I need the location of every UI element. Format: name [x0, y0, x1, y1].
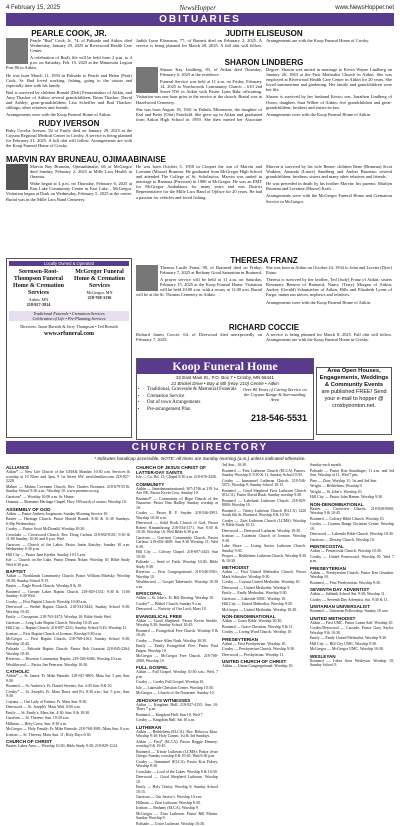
- church-listing: Baxter — Eagle Brook Church; Worship 8 & 10.: [6, 584, 130, 589]
- church-listing: Brainerd — Good Shepherd First Lutheran Church (ELCA). Pastor David Rusk; Sunday worship 9:30.: [222, 489, 306, 498]
- ad-tagline-1: Traditional Funerals • Cremation Services: [9, 311, 129, 316]
- church-denomination-heading: PENTECOSTAL: [310, 544, 394, 549]
- church-listing: Aitkin — St. John's. Fr. Bill Doering. Worship 10.: [136, 596, 218, 601]
- church-listing: Crosby — Pastor Allen Nash. Worship 10:30.: [136, 639, 218, 644]
- obit-marvin-bruneau: [6, 155, 392, 255]
- church-listing: Wealthwood — Gospel Tabernacle. Worship 10:30 a.m.: [136, 580, 218, 589]
- obit-title: PEARLE COOK, JR.: [6, 29, 132, 38]
- open-houses-body: are published FREE! Send your e-mail to hopper @ crosbyironton.net.: [321, 389, 386, 409]
- header-url[interactable]: www.NewsHopper.net: [335, 5, 394, 11]
- church-listing: Garrison — Church of the Lakes. Pastor Justin Knisley; Sunday 10 a.m. Wednesday 6:30 p.m.: [6, 543, 130, 552]
- church-listing: Isle — Lakeside Christian Center. Worship 10:30.: [136, 686, 218, 691]
- ad-right-city: McGregor, MN: [70, 290, 129, 295]
- church-listing: Crosby — Cuyuna Range Christian Center. Worship 10.: [310, 522, 394, 531]
- church-denomination-heading: UNITARIAN UNIVERSALIST: [310, 604, 394, 609]
- church-listing: Pequot — Bethlehem Lutheran Church. Worship 8:30 & 10:30.: [222, 554, 306, 563]
- obit-paragraph: Richard James Coccie, 64, of Deerwood died unexpectedly on February 7, 2025.: [136, 332, 262, 342]
- church-listing: Deerwood — Good Shepherd Lutheran. Worship 10.: [136, 775, 218, 784]
- koop-service-item: • Pre-arrangement Plan: [147, 407, 236, 414]
- ad-right-name: McGregor Funeral Home & Cremation Services: [70, 269, 129, 290]
- church-listing: Emily — Emily Evangelical Free. Pastor Paul Engen. Worship 10.: [136, 644, 218, 653]
- church-listing: Deerwood — Lakeside Bible Church. Worship 10:30.: [310, 532, 394, 537]
- church-listing: Crosby — First Baptist Church; Worship 10:00 a.m.: [6, 600, 130, 605]
- church-denomination-heading: WESLEYAN: [310, 654, 394, 659]
- obit-paragraph: Arrangements were with the McGregor Funeral Home and Cremation Service in McGregor.: [266, 193, 392, 203]
- church-listing: Aitkin — Interdenominational; 307-2746 at 219 1st Ave NE; Pastor Kevin Coss. Sunday 10.: [136, 487, 218, 496]
- church-listing: Crosby — Living Word Church. Worship 10.: [222, 630, 306, 635]
- church-denomination-heading: PRESBYTERIAN: [310, 566, 394, 571]
- open-houses-title: Area Open Houses, Engagements, Weddings & Community Events: [317, 368, 391, 389]
- koop-service-item: • Cremation Service: [147, 394, 236, 401]
- church-listing: McGregor — Zion Lutheran. Pastor Bill Martin. Sunday Worship 9.: [136, 812, 218, 821]
- church-listing: McGregor — First Baptist Church; 218-768-4161; Sunday School 9:30; Worship 10:45.: [6, 637, 130, 646]
- ad-tagline-2: Celebration of Life • Pre-Planning Services: [9, 316, 129, 321]
- ad-locally-owned: Locally Owned & Operated: [9, 261, 129, 266]
- ad-directors: Directors: Jason Borseth & Jerry Thompson • Ted Borseth: [9, 324, 129, 329]
- church-listing: Garrison — Long Lake Baptist Church; Worship 10:45 a.m.: [6, 621, 130, 626]
- church-listing: Garrison — Lakeside UMC. Worship 10.: [222, 597, 306, 602]
- obit-title: SHARON LINDBERG: [136, 58, 392, 67]
- church-listing: McGregor — Church of the Nazarene. Sunday 10.: [136, 691, 218, 696]
- church-listing: Aitkin — Pentecostal Church. Worship 10:30.: [310, 549, 394, 554]
- koop-service-item: • Out of town Arrangements: [147, 400, 236, 407]
- church-listing: Deerwood — Bethel Baptist Church. 218-534-3443; Sunday School 9:30; Worship 10:45.: [6, 605, 130, 614]
- obit-photo: [6, 38, 28, 64]
- church-listing: Palisade — Palisade Baptist Church; Pastor Rob Grazzini 218-845-2264; Worship 10:30.: [6, 647, 130, 656]
- koop-services: [141, 387, 236, 413]
- church-listing: 3rd Sun., 10:30.: [222, 463, 306, 468]
- obit-title: RUDY IVERSON: [6, 119, 132, 128]
- church-listing: Crosslake — Crosswood Church. Rev. Doug Carlson 218-692-0101; 9:30 & 11:00 Sunday; 10:30 and 6 p.m. Wed.: [6, 533, 130, 542]
- church-listing: Wealthwood — Pastor Jim Peterson; Worship 10:30.: [6, 663, 130, 668]
- koop-address: 32 East Main St., P.O. Box 7 • Crosby, MN 56441: [137, 375, 313, 380]
- church-listing: Aitkin* — New Life Church of the CMA& Monday 10:30 a.m. Services & worship at 10 Nlzer and 3pm. 9 1st Street SW. newlifeaitkin.com 218-927-2228.: [6, 470, 130, 484]
- church-listing: Malmo — Malmo Covenant Church. Rev. Charles Boonstra. 218-679-5516. Sunday School 9:30 a.m.; Worship 10. www.premmcov.org.: [6, 485, 130, 494]
- church-listing: Aitkin — Good Shepherd. Pastor Kevin Stroble. Worship 9:30; Sunday School 10:45.: [136, 619, 218, 628]
- church-directory-banner: CHURCH DIRECTORY: [6, 441, 394, 454]
- koop-address-2: 21 Brickel Drive • Bay & 6th (Hwy. 210) Centre • Aitkin: [137, 381, 313, 386]
- church-column-4: [310, 463, 394, 788]
- obit-paragraph: A celebration of Bud's life will be held from 2 p.m. to 4 p.m. on Saturday, Feb. 15, 2025 at the Minnesota Legion Post 86 in Aitkin.: [6, 55, 132, 70]
- church-listing: Baxter — Crossview Church. 218-828-0000; Worship 9 & 10:45.: [310, 507, 394, 516]
- church-listing: Brainerd — Evangelical Free Church. Worship 9 & 10:45.: [136, 629, 218, 638]
- obit-paragraph: A prayer service will be held at 11 a.m. on Saturday, February 15, 2025 at the Koop Funeral Home. Visitation will be held 10:00 a.m. with a rosary at 11:00 a.m. Burial will be at the St. Thomas Cemetery in Aitkin.: [136, 277, 262, 297]
- church-column-1: [6, 463, 130, 788]
- church-listing: Aitkin — Bethlehem (ELCA). Rev. Rebecca Kinz. Worship 9:30; Holy Comm. 1st & 3rd Sundays.: [136, 730, 218, 739]
- srf-funeral-ad[interactable]: [6, 258, 132, 438]
- church-listing: Sunday each month.: [310, 463, 394, 468]
- church-listing: Deerwood — St. Joseph's. Mass Wed. 8:00 a.m.: [6, 705, 130, 710]
- church-listing: Hill City — Hill City UMC. Worship 9:30.: [310, 642, 394, 647]
- church-listing: McGregor — United Methodist. Worship 10:30.: [222, 608, 306, 613]
- obit-paragraph: Theresa Lucile Franz, 90, of Brainerd died on Friday, February 7, 2025 at Bethany Good Samaritan in Brainerd.: [136, 265, 262, 275]
- ad-left-phone: 218-927-2814: [9, 302, 68, 307]
- church-listing: Garrison — Our Savior's. Worship 10 a.m.: [136, 795, 218, 800]
- church-denomination-heading: NON-DENOMINATIONAL: [310, 502, 394, 507]
- church-listing: Brainerd — St. Andrew's. Fr. Daniel Stevens; Sat. 4:30 Sun. 8 & 10.: [6, 684, 130, 689]
- church-denomination-heading: UNITED METHODIST: [310, 616, 394, 621]
- obit-paragraph: Arrangements were with the Koop Funeral Home of Aitkin.: [266, 300, 392, 305]
- koop-phone: 218-546-5531: [137, 413, 313, 423]
- church-listing: Crosby — Cuyuna United Methodist. Worship 10.: [222, 580, 306, 585]
- obit-paragraph: He was preceded in death by his brother Marvin; his parents; Marilyn Bruneau and Lorraine (Moose) Kraft.: [266, 181, 392, 191]
- church-listing: Aitkin — First* (ELCA). Pastor Reggie Denney; worship 9 & 10:45.: [136, 740, 218, 749]
- obit-paragraph: Ruby Cecelia Iverson, 92 of Emily died on January 29, 2025 at the Cuyuna Regional Medical Center in Crosby. A service is being planned for February 21, 2025. A full obit will follow. Arrangements are with the Koop Funeral Home of Crosby.: [6, 128, 132, 148]
- church-listing: Brainerd — Unitarian Fellowship. Sunday 10 a.m.: [310, 609, 394, 614]
- church-listing: Ironton — Lutheran Church of Ironton. Worship 9:30.: [222, 534, 306, 543]
- church-listing: Brainerd — Trinity Lutheran Church (ELCA) 1420 South 6th St. Brainerd. Worship 8 & 10:30.: [222, 509, 306, 518]
- obit-title: RICHARD COCCIE: [136, 323, 392, 332]
- church-listing: Crosby* — St. Joseph's. Fr. Mass Thurs. and Fri. 8:30 a.m.; Sat. 5 p.m.; Sun. 9:30.: [6, 690, 130, 699]
- church-listing: Aitkin — Full Gospel. Worship 10:30 a.m.; Wed. 7 p.m.: [136, 670, 218, 679]
- church-listing: Crosby — Presbyterian Church. Worship 9:30.: [222, 647, 306, 652]
- obituaries-banner: OBITUARIES: [6, 13, 394, 26]
- obit-paragraph: He was born October 5, 1958 in Cloquet the son of Marvin and Lorraine (Moose) Bruneau. He graduated from McGregor High School and attended The College of St. Scholastica. Marvin was united in marriage to Ramona (Peterson) in 1980 at McGregor. He was an EMT for McGregor Ambulance for many years and was District Representative for the Mille Lacs Band of Ojibwe for 20 years. He had a passion for vehicles and loved fishing.: [136, 164, 262, 200]
- church-listing: Brainerd — Lakeland Lutheran Church. 218-829-8800; Worship 10.: [222, 499, 306, 508]
- obit-paragraph: Funeral Service was held at 11 a.m. on Friday, February 14, 2025 at Northwoods Community Church – 610 2nd Street NW in Aitkin with Pastor Lynn Bahr officiating. Visitation was one hour prior to the service at the church. Burial was in Hazelwood Cemetery.: [136, 79, 262, 104]
- obit-judith-eliseuson: [136, 29, 392, 57]
- church-listing: Hill City — Pastor John Hamm. Worship 9:30.: [310, 495, 394, 500]
- church-listing: Hill City — Pastor Jane Kjerlin. Sunday 10:15 a.m.: [6, 553, 130, 558]
- header-masthead: NewsHopper: [179, 4, 216, 12]
- church-listing: Riverton — First Congregational. 218-546-5561; Worship 10.: [136, 570, 218, 579]
- church-listing: Aitkin — Northlands Community Church. Pastor William Malesky. Worship 10:30; Sunday School 9:15.: [6, 574, 130, 583]
- church-denomination-heading: JEHOVAH'S WITNESSES: [136, 698, 218, 703]
- church-denomination-heading: CATHOLIC: [6, 669, 130, 674]
- church-listing: Aitkin* — St. James. Fr. Mike Patnode. 218-927-6801; Mass Sat. 5 pm; Sun. 9:30.: [6, 674, 130, 683]
- church-denomination-heading: SEVENTH DAY ADVENTIST: [310, 587, 394, 592]
- church-listing: Riverton — Riverton Community Baptist. 218-546-6484; Worship 10 a.m.: [6, 657, 130, 662]
- church-listing: Brainerd — First Lutheran Church (ELCA) Pastors. Sunday Worship 8, 9:30 & 11; Sunday School 9:30.: [222, 469, 306, 478]
- church-listing: Isle — Church on the Lake. Pastor Dennis Nolan; Worship 10; Bible Study Wed 6:30 p.m.: [6, 558, 130, 567]
- church-denomination-heading: NON-DENOMINATIONAL: [222, 614, 306, 619]
- koop-title: Koop Funeral Home: [137, 359, 313, 374]
- church-listing: McGregor — McGregor Free Church. 218-768-2000; Worship 10.: [136, 654, 218, 663]
- church-listing: Deerwood — Solid Rock Church of God. Pastor Robert Kimanthrong 218-534-3171. Sun 8:30 & 10:30; Worship 10; Wed Bible 6:30 p.m.: [136, 521, 218, 535]
- church-listing: Cuyuna — Our Lady of Fatima. Fr. Mass Sun. 8:30.: [6, 700, 130, 705]
- church-denomination-heading: ALLIANCE: [6, 465, 130, 470]
- church-listing: Emily — St. Emily's; Mass Sat. 4:30; Sun. 8 & 10:30.: [6, 711, 130, 716]
- church-listing: Deerwood — Presbyterian. Worship 11.: [222, 653, 306, 658]
- obit-paragraph: Wake began at 4 p.m. on Thursday, February 6, 2025 at East Lake Community Center in East Lake – McGregor. Visitation began at Dusk on Wednesday, February 5, 2025 at the center. Burial was in the Mille Lacs Band Cemetery.: [6, 181, 132, 201]
- church-listing: Isle — Co. Rd. 13; Chapel 9:30 a.m. 218-676-3426.: [136, 475, 218, 480]
- church-listing: Brainerd — Greater Lakes Baptist Church. 218-829-1331; 9:30 & 11:00 Sunday; 6:30 Wed.: [6, 590, 130, 599]
- church-listing: McGregor — Holy Family; Fr. Mike Patnode. 218-768-3981; Mass Sun. 8 a.m.: [6, 727, 130, 732]
- church-listing: Emily — Holy Trinity. Worship 9; Sunday School 10:15.: [136, 785, 218, 794]
- church-listing: Garrison — Destiny Church. Worship 10.: [310, 538, 394, 543]
- obit-paragraph: Pearle "Bud" Cook, Jr., 74, of Palisade and Aitkin, died Wednesday, January 29, 2025 in Riverwood Health Care Center.: [6, 38, 132, 53]
- church-listing: Ironton — St. Theresa; Mass Sun. 11; Holy Days 6:30.: [6, 733, 130, 738]
- obit-paragraph: Marvin is survived by his wife Renee; children Rene (Bruneau) Scott Watkins, Amanda (Lance) Sandberg and Amber Bruneau; several grandchildren; brothers; sisters and many other relatives and friends.: [266, 164, 392, 179]
- church-listing: Crosby* — Bethel Church, Sunday 9 a.m.: [136, 602, 218, 607]
- ad-left-name: Sorensen-Root-Thompson Funeral Home & Cremation Services: [9, 269, 68, 297]
- obit-photo: [6, 164, 28, 190]
- church-listing: Crosby — Immanuel Lutheran Church. 218-546-5071; Worship 9; Sunday School 10:15.: [222, 479, 306, 488]
- church-listing: Aitkin — Presbyterian Church. Pastor Ken Grunden. Worship 10.: [310, 571, 394, 580]
- obit-title: MARVIN RAY BRUNEAU, OJIMAABINAISE: [6, 155, 392, 164]
- church-listing: Brainerd — First Presbyterian. Worship 9:30.: [310, 581, 394, 586]
- church-listing: Emily — Crosspoint. 218-763-2473; Worship 10; Bible Study Wed.: [6, 615, 130, 620]
- church-listing: Brainerd — Calvary Bible Church. Worship 10.: [310, 517, 394, 522]
- church-listing: Crosby — United Pentecostal. Worship 10; Wed 7 p.m.: [310, 555, 394, 564]
- obit-paragraph: Bud is survived by children Ronald (Deb) Fenstermaker of Aitkin, and Amy Thacker of Aitkin; several grandchildren; Brian Thacker, David and Ashley; great-grandchildren; Lisa Scheffler and Bud Thacker; siblings; other relatives and friends.: [6, 90, 132, 110]
- obit-theresa-franz: [136, 256, 392, 322]
- church-listing: Aitkin — Grace Bible. Worship 10:30.: [222, 619, 306, 624]
- church-listing: Palisade — Seed of Faith. Worship 10:30; Bible Study 9:30.: [136, 560, 218, 569]
- ad-url[interactable]: www.srfuneral.com: [9, 332, 129, 337]
- church-listing: Hill City — Calvary Chapel. 218-697-2443. Sun 10:30.: [136, 550, 218, 559]
- church-directory-note: * Indicates handicap accessible. NOTE: All times are Sunday morning (a.m.) unless indicated otherwise.: [6, 456, 394, 461]
- obit-paragraph: Arrangements were with the Koop Funeral Home of Aitkin.: [6, 112, 132, 117]
- church-column-3: [222, 463, 306, 788]
- church-listing: Crosby — Pastor Scott McDonald; Worship 10:30.: [6, 527, 130, 532]
- church-listing: Aitkin — Pastor Andrew Jorgenson; Sunday Morning Service 10.: [6, 512, 130, 517]
- church-listing: Ironton — First Baptist Church of Ironton; Worship 9:30 a.m.: [6, 632, 130, 637]
- church-listing: Aitkin — First Presbyterian. Worship 10.: [222, 642, 306, 647]
- church-denomination-heading: COMMUNITY: [136, 482, 218, 487]
- church-listing: Ironton — Bethany (ELCA). Worship 9.: [136, 806, 218, 811]
- church-listing: Brainerd — Grace Christian. Worship 9 & 11.: [222, 625, 306, 630]
- ad-left-city: Aitkin, MN: [9, 297, 68, 302]
- church-listing: Hillman — Holy Cross; Sun. 8:30 a.m.: [6, 722, 130, 727]
- church-listing: Aitkin — First UMC. Pastor Leann Saff. Worship 10.: [310, 621, 394, 626]
- obit-paragraph: She was born August 18, 1941 in Duluth, Minnesota, the daughter of Earl and Betty (Olin) Fairchild. She grew up in Aitkin and graduated from Aitkin High School in 1959. She then earned her Associate Degree. Sharon was united in marriage to Kevin Wayne Lindberg on January 26, 1963 at the First Methodist Church in Aitkin. She was employed at Riverwood Health Care Center in Aitkin for 20 years. She loved summertime and gardening. Her family and grandchildren were her life.: [136, 67, 392, 122]
- koop-note: Over 80 Years of Caring Service on the Cuyuna Range & Surrounding Area: [240, 387, 309, 413]
- church-listing: Hillman — Zion Lutheran. Worship 8:30.: [136, 801, 218, 806]
- obit-rudy-iverson: [6, 119, 132, 151]
- church-listing: Deerwood — Deerwood Lutheran. Worship 10:30.: [222, 529, 306, 534]
- church-listing: Crosby/Deerwood — Cascade. Pastor Gary Saylor. Worship 9 & 10:30.: [310, 626, 394, 635]
- church-listing: Hill City — Baptist Church. 218-697-2231; Sunday School 9:45; Worship 11.: [6, 626, 130, 631]
- church-listing: Palisade — Grace Lutheran. Worship 10:30.: [136, 822, 218, 826]
- church-listing: Onamia — Moments Heritage Chapel, Hwy 169 north of casino; Worship 10.: [6, 500, 130, 505]
- header-left: 4 February 15, 2025: [6, 5, 60, 11]
- obit-photo: [136, 265, 158, 291]
- church-listing: Lake Shore — Living Savior Lutheran Church. Sunday 9:30.: [222, 544, 306, 553]
- obit-paragraph: Marvin Ray Bruneau, Ojimaabinaise, 66 of McGregor died Sunday, February 2, 2025 at Mille Lacs Health in Onamia.: [6, 164, 132, 179]
- church-listing: Baxter, Lakes Area — Worship 10:30; Bible Study 9:30; 218-829-1124.: [6, 744, 130, 749]
- church-listing: Garrison — Garrison Community Church. Pastor Carlson. 218-692-4849. Sun 9:30 Worship 11; Wed 6:30.: [136, 536, 218, 550]
- church-listing: Garrison — St. Therese; Sun. 10:30 a.m.: [6, 716, 130, 721]
- church-listing: Crosby — Crosby Full Gospel. Worship 10.: [136, 680, 218, 685]
- church-denomination-heading: EPISCOPAL: [136, 591, 218, 596]
- obit-paragraph: Judith Lynn Eliseuson, 77, of Barnett died on February 2, 2025. A service is being planned for March 28, 2025. A full obit will follow. Arrangements are with the Koop Funeral Home of Crosby.: [136, 38, 392, 48]
- church-denomination-heading: EVANGELICAL FREE: [136, 614, 218, 619]
- church-denomination-heading: CHURCH OF JESUS CHRIST OF LATTER-DAY SAINTS: [136, 465, 218, 475]
- church-listing: McGregor — McGregor UMC. Worship 10:30.: [310, 647, 394, 652]
- church-listing: Aitkin — Kingdom Hall. 218-927-4155. Sun 10; Thurs 7 p.m.: [136, 703, 218, 712]
- obit-photo: [136, 67, 158, 93]
- ad-right-phone: 218-768-3136: [70, 295, 129, 300]
- obit-title: THERESA FRANZ: [136, 256, 392, 265]
- church-denomination-heading: PRESBYTERIAN: [222, 637, 306, 642]
- obit-richard-coccie: [136, 323, 392, 355]
- church-listing: Crosby — Immanuel (ELCA). Pastor Kris Fidsey. Worship 9:30.: [136, 760, 218, 769]
- church-listing: Hill City — United Methodist. Worship 9:30.: [222, 602, 306, 607]
- church-listing: Deerwood — Nativity of Our Lord; Mass 10.: [136, 607, 218, 612]
- church-listing: Pine — Zion; Worship 11; 1st and 3rd Sun.: [310, 479, 394, 484]
- church-listing: Aitkin — Sabbath School Sat. 9:30; Worship 11.: [310, 592, 394, 597]
- obit-sharon-lindberg: [136, 58, 392, 154]
- church-denomination-heading: BAPTIST: [6, 569, 130, 574]
- church-listing: Baxter — Heritage Church. Pastor Harold Brandt; 8:30 & 11:30 Sundays; 6:30p Wednesdays.: [6, 517, 130, 526]
- church-denomination-heading: UNITED CHURCH OF CHRIST: [222, 659, 306, 664]
- church-listing: Brainerd — Lakes Area Wesleyan. Worship 10; Sunday School 9.: [310, 659, 394, 668]
- church-denomination-heading: FULL GOSPEL: [136, 665, 218, 670]
- church-listing: Brainerd — Trinity Lutheran (LCMS); Pastor Jesse Ortega. Sunday worship 8 & 10:45; Wed 6:30 p.m.: [136, 750, 218, 759]
- church-listing: Wright — Bethlehem; Worship 9.: [310, 484, 394, 489]
- page-header: [6, 3, 394, 12]
- obit-title: JUDITH ELISEUSON: [136, 29, 392, 38]
- church-denomination-heading: ASSEMBLY OF GOD: [6, 507, 130, 512]
- church-denomination-heading: LUTHERAN: [136, 725, 218, 730]
- church-listing: Crosslake — Lord of the Lakes. Worship 8 & 10:30.: [136, 770, 218, 775]
- church-listing: Brainerd* — Community of Hope Church of the Nazarene. Pastor Dan Hadley. Sunday worship at 10.: [136, 497, 218, 511]
- church-denomination-heading: CHURCH OF CHRIST: [6, 739, 130, 744]
- church-listing: Crosby — Seventh Day Adventist. Sat. 9:30 & 11.: [310, 598, 394, 603]
- church-listing: Palisade — Pastor Ron Staudinger; 11 a.m. and 3rd Sun. Worship at 11; Wed 7 pm.: [310, 469, 394, 478]
- obit-pearle-cook: [6, 29, 132, 119]
- obit-paragraph: Arrangements were with the Koop Funeral Home of Aitkin.: [266, 112, 392, 117]
- church-listing: Deerwood — United Methodist. Worship 9.: [222, 586, 306, 591]
- church-denomination-heading: METHODIST: [222, 565, 306, 570]
- obit-paragraph: A service is being planned for March 8, 2025. Full obit will follow. Arrangements are with the Koop Funeral Home in Crosby.: [266, 332, 392, 342]
- open-houses-notice: [316, 367, 392, 435]
- church-column-2: [136, 463, 218, 788]
- church-listing: Emily — Emily United Methodist. Worship 9:30.: [310, 636, 394, 641]
- church-listing: Brainerd — Kingdom Hall. Sun 10; Wed 7.: [136, 713, 218, 718]
- koop-funeral-ad[interactable]: [136, 358, 314, 440]
- church-listing: Garrison* — Worship 10:00 a.m. Sr. Home.: [6, 495, 130, 500]
- church-listing: Aitkin — First United Methodist Church. Pastor Mark Schussler; Worship 9:30.: [222, 570, 306, 579]
- church-listing: Crosby — Pastor R. F. Snyder. 218-546-2991. Worship 10:30 a.m.: [136, 511, 218, 520]
- church-listing: Crosby — Kingdom Hall. Sat 10 a.m.: [136, 718, 218, 723]
- obit-paragraph: She was born in Aitkin on October 24, 1934 to John and Loretta (Dyer) Franz.: [266, 265, 392, 275]
- church-listing: Crosby — Zion Lutheran Church (LCMS). Worship 9; Bible Study 10:15.: [222, 519, 306, 528]
- church-listing: Aitkin — Union Congregational. Worship 10.: [222, 664, 306, 669]
- obit-paragraph: Sharon Kay Lindberg, 83, of Aitkin died Thursday, February 6, 2025 at the residence.: [136, 67, 262, 77]
- obit-paragraph: He was born March 11, 1950 in Palisade to Pearle and Helen (Pratt) Cook, Sr. Bud loved working, fishing, going to the casino and especially time with his family.: [6, 73, 132, 88]
- obit-paragraph: Theresa is survived by her brother, Ted (Judy) Franz of Aitkin; sisters Rosemary Benson of Brainerd, Nancy (Terry) Morgan of Aitkin; Audrey (Gerald) Schumacher of Aitkin; Hills and Elizabeth Lyons of Fargo; numerous nieces, nephews and relatives.: [266, 277, 392, 297]
- church-listing: Wright — St. John's; Worship 10.: [310, 490, 394, 495]
- koop-service-item: • Traditional, Graveside & Memorial Funerals: [147, 387, 236, 394]
- obit-paragraph: Sharon is survived by her husband Kevin; son, Jonathon Lindberg of Osseo; daughter, Sara Wilber of Aitkin; five grandchildren and great-grandchildren; brothers and sisters-in-law.: [266, 94, 392, 109]
- church-listing: Emily — Emily Methodist. Worship 9:30.: [222, 591, 306, 596]
